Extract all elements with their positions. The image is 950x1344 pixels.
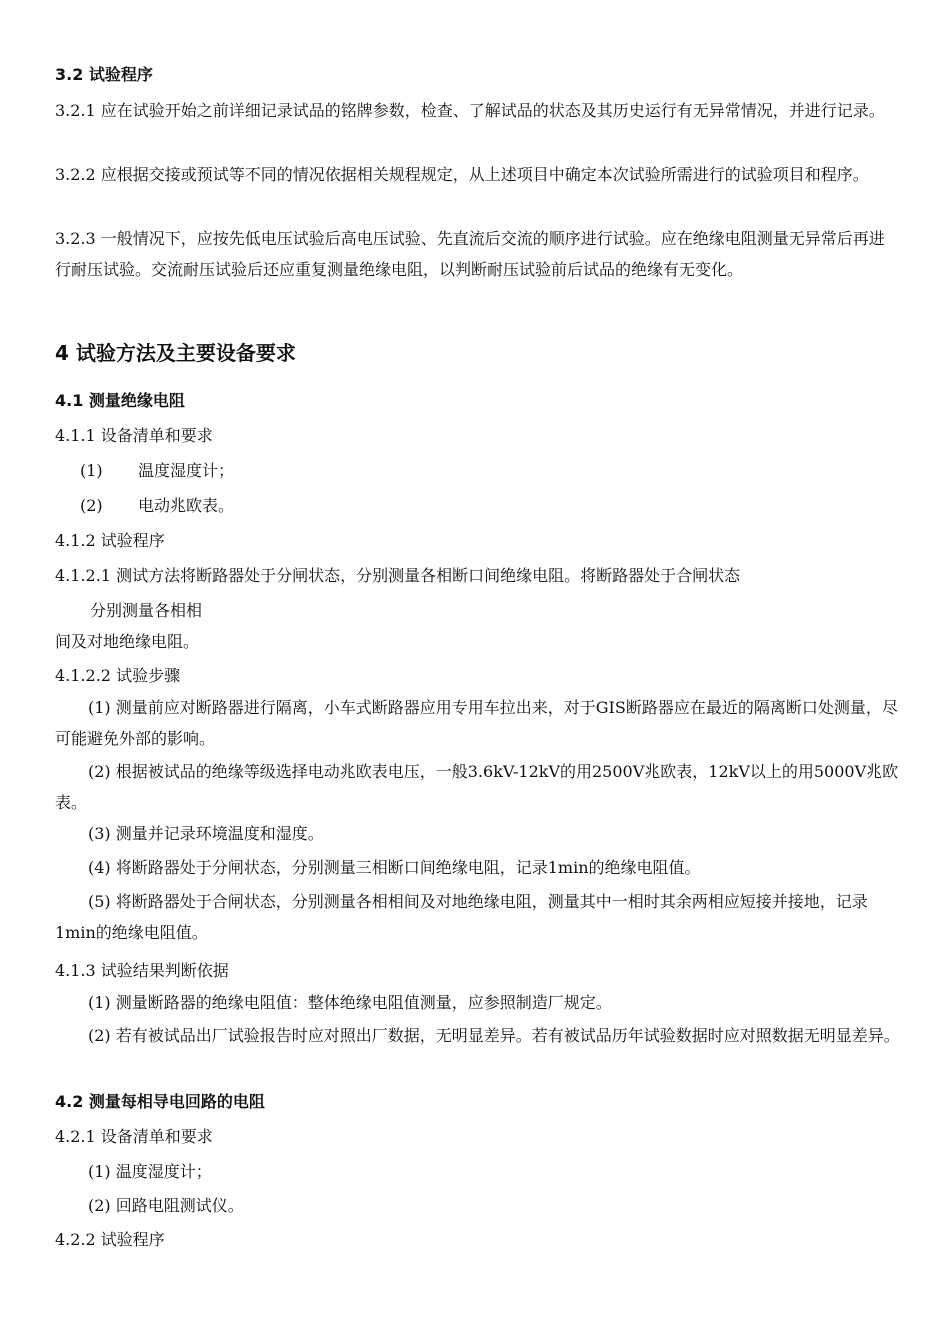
subheading-4-1-1: 4.1.1 设备清单和要求 xyxy=(55,426,213,445)
list-item: (2) 回路电阻测试仪。 xyxy=(88,1196,244,1215)
subheading-4-2-1: 4.2.1 设备清单和要求 xyxy=(55,1127,213,1146)
paragraph-3-2-2: 3.2.2 应根据交接或预试等不同的情况依据相关规程规定，从上述项目中确定本次试验所需进行的试验项目和程序。 xyxy=(55,165,869,184)
list-item xyxy=(80,458,234,481)
subheading-4-1-3: 4.1.3 试验结果判断依据 xyxy=(55,961,229,980)
list-item xyxy=(80,493,234,516)
list-number: (2) xyxy=(80,496,103,515)
paragraph-3-2-1: 3.2.1 应在试验开始之前详细记录试品的铭牌参数，检查、了解试品的状态及其历史运行有无异常情况，并进行记录。 xyxy=(55,101,885,120)
paragraph-4-1-2-1-cont: 分别测量各相相 xyxy=(90,601,203,620)
step-item-5: (5) 将断路器处于合闸状态，分别测量各相相间及对地绝缘电阻，测量其中一相时其余两相应短接并接地，记录1min的绝缘电阻值。 xyxy=(55,892,868,942)
step-item-2: (2) 根据被试品的绝缘等级选择电动兆欧表电压，一般3.6kV-12kV的用2500V兆欧表，12kV以上的用5000V兆欧表。 xyxy=(55,762,899,812)
heading-4-2: 4.2 测量每相导电回路的电阻 xyxy=(55,1092,265,1111)
list-text: 电动兆欧表。 xyxy=(138,496,235,515)
list-item: (1) 温度湿度计； xyxy=(88,1162,212,1181)
step-item-3: (3) 测量并记录环境温度和湿度。 xyxy=(88,824,324,843)
criteria-item-2: (2) 若有被试品出厂试验报告时应对照出厂数据，无明显差异。若有被试品历年试验数据时应对照数据无明显差异。 xyxy=(88,1026,900,1045)
subheading-4-2-2: 4.2.2 试验程序 xyxy=(55,1230,165,1249)
step-item-1: (1) 测量前应对断路器进行隔离，小车式断路器应用专用车拉出来，对于GIS断路器应在最近的隔离断口处测量，尽可能避免外部的影响。 xyxy=(55,698,898,748)
paragraph-4-1-2-1: 4.1.2.1 测试方法将断路器处于分闸状态，分别测量各相断口间绝缘电阻。将断路器处于合闸状态 xyxy=(55,566,741,585)
paragraph-3-2-3: 3.2.3 一般情况下，应按先低电压试验后高电压试验、先直流后交流的顺序进行试验。应在绝缘电阻测量无异常后再进行耐压试验。交流耐压试验后还应重复测量绝缘电阻，以判断耐压试验前后试品的绝缘有无变化。 xyxy=(55,229,885,279)
heading-4: 4 试验方法及主要设备要求 xyxy=(55,341,296,365)
subheading-4-1-2-2: 4.1.2.2 试验步骤 xyxy=(55,666,181,685)
step-item-4: (4) 将断路器处于分闸状态，分别测量三相断口间绝缘电阻，记录1min的绝缘电阻值。 xyxy=(88,858,701,877)
list-text: 温度湿度计； xyxy=(138,461,235,480)
paragraph-4-1-2-1-end: 间及对地绝缘电阻。 xyxy=(55,632,200,651)
list-number: (1) xyxy=(80,461,103,480)
heading-3-2: 3.2 试验程序 xyxy=(55,65,153,84)
subheading-4-1-2: 4.1.2 试验程序 xyxy=(55,531,165,550)
criteria-item-1: (1) 测量断路器的绝缘电阻值：整体绝缘电阻值测量，应参照制造厂规定。 xyxy=(88,993,612,1012)
heading-4-1: 4.1 测量绝缘电阻 xyxy=(55,391,185,410)
